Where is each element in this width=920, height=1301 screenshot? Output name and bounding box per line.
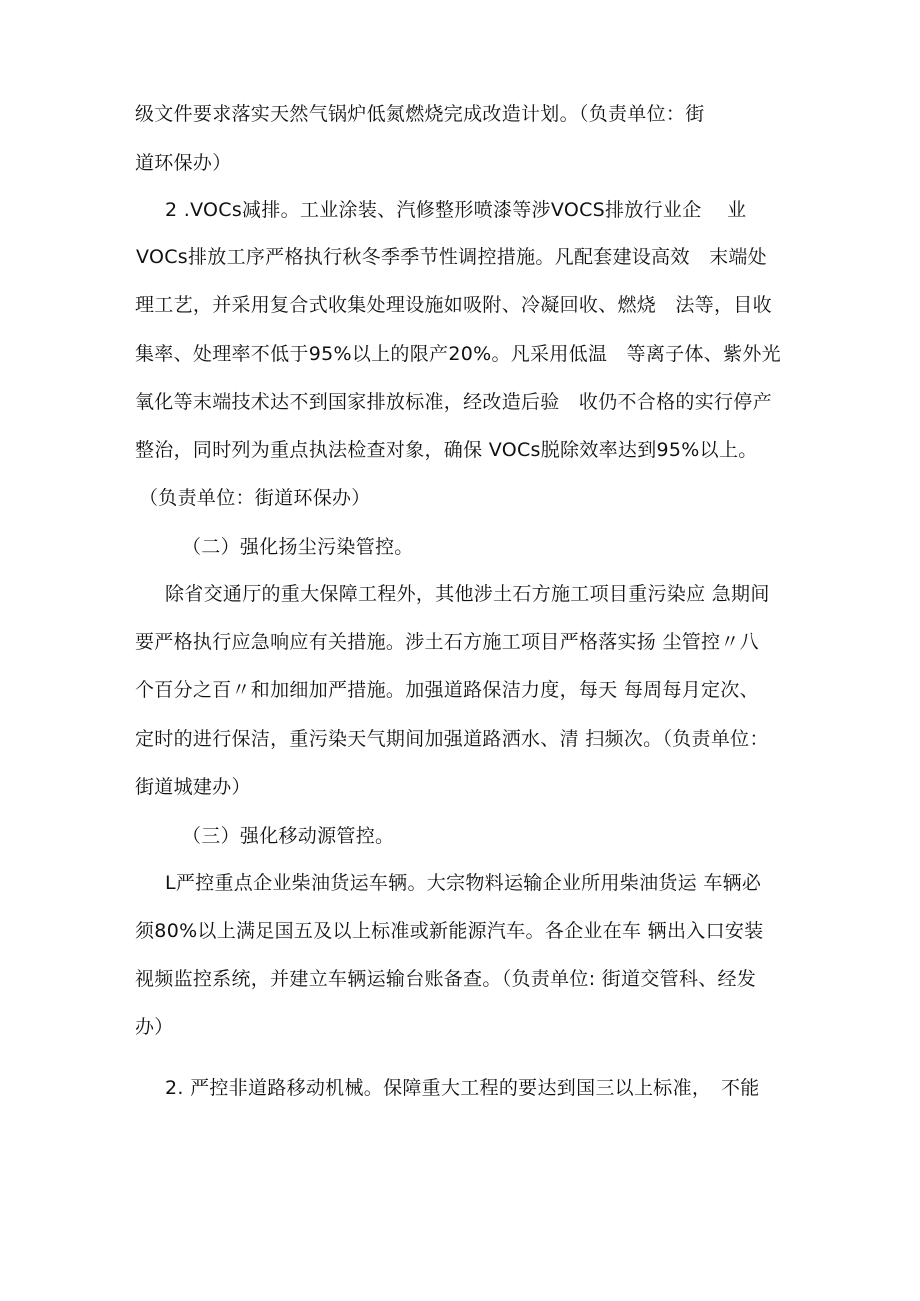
text-line: 个百分之百〃和加细加严措施。加强道路保洁力度，每天 每周每月定次、 bbox=[135, 679, 759, 701]
text-line: 定时的进行保洁，重污染天气期间加强道路洒水、清 扫频次。（负责单位： bbox=[135, 728, 769, 750]
text-line: 氧化等末端技术达不到国家排放标准，经改造后验 收仍不合格的实行停产 bbox=[135, 391, 772, 413]
text-line: VOCs排放工序严格执行秋冬季季节性调控措施。凡配套建设高效 末端处 bbox=[136, 246, 767, 268]
text-line: 整治，同时列为重点执法检查对象，确保 VOCs脱除效率达到95%以上。 bbox=[135, 439, 758, 461]
text-line: 2 .VOCs减排。工业涂装、汽修整形喷漆等涉VOCS排放行业企 业 bbox=[165, 199, 747, 221]
section-heading: （三）强化移动源管控。 bbox=[182, 825, 395, 847]
text-line: 理工艺，并采用复合式收集处理设施如吸附、冷凝回收、燃烧 法等，目收 bbox=[135, 294, 772, 316]
text-line: 道环保办） bbox=[135, 152, 232, 174]
text-line: 集率、处理率不低于95%以上的限产20%。凡采用低温 等离子体、紫外光 bbox=[135, 343, 781, 365]
text-line: 级文件要求落实天然气锅炉低氮燃烧完成改造计划。（负责单位：街 bbox=[135, 103, 705, 125]
text-line: 须80%以上满足国五及以上标准或新能源汽车。各企业在车 辆出入口安装 bbox=[135, 920, 764, 942]
text-line: 视频监控系统，并建立车辆运输台账备查。（负责单位: 街道交管科、经发 bbox=[135, 968, 757, 990]
text-line: 2. 严控非道路移动机械。保障重大工程的要达到国三以上标准， 不能 bbox=[165, 1077, 760, 1099]
text-line: 除省交通厅的重大保障工程外，其他涉土石方施工项目重污染应 急期间 bbox=[165, 583, 770, 605]
section-heading: （二）强化扬尘污染管控。 bbox=[182, 536, 414, 558]
text-line: （负责单位：街道环保办） bbox=[139, 487, 371, 509]
text-line: 办） bbox=[135, 1016, 174, 1038]
text-line: 要严格执行应急响应有关措施。涉土石方施工项目严格落实扬 尘管控〃八 bbox=[135, 631, 759, 653]
text-line: L严控重点企业柴油货运车辆。大宗物料运输企业所用柴油货运 车辆必 bbox=[165, 872, 762, 894]
text-line: 街道城建办） bbox=[135, 776, 251, 798]
